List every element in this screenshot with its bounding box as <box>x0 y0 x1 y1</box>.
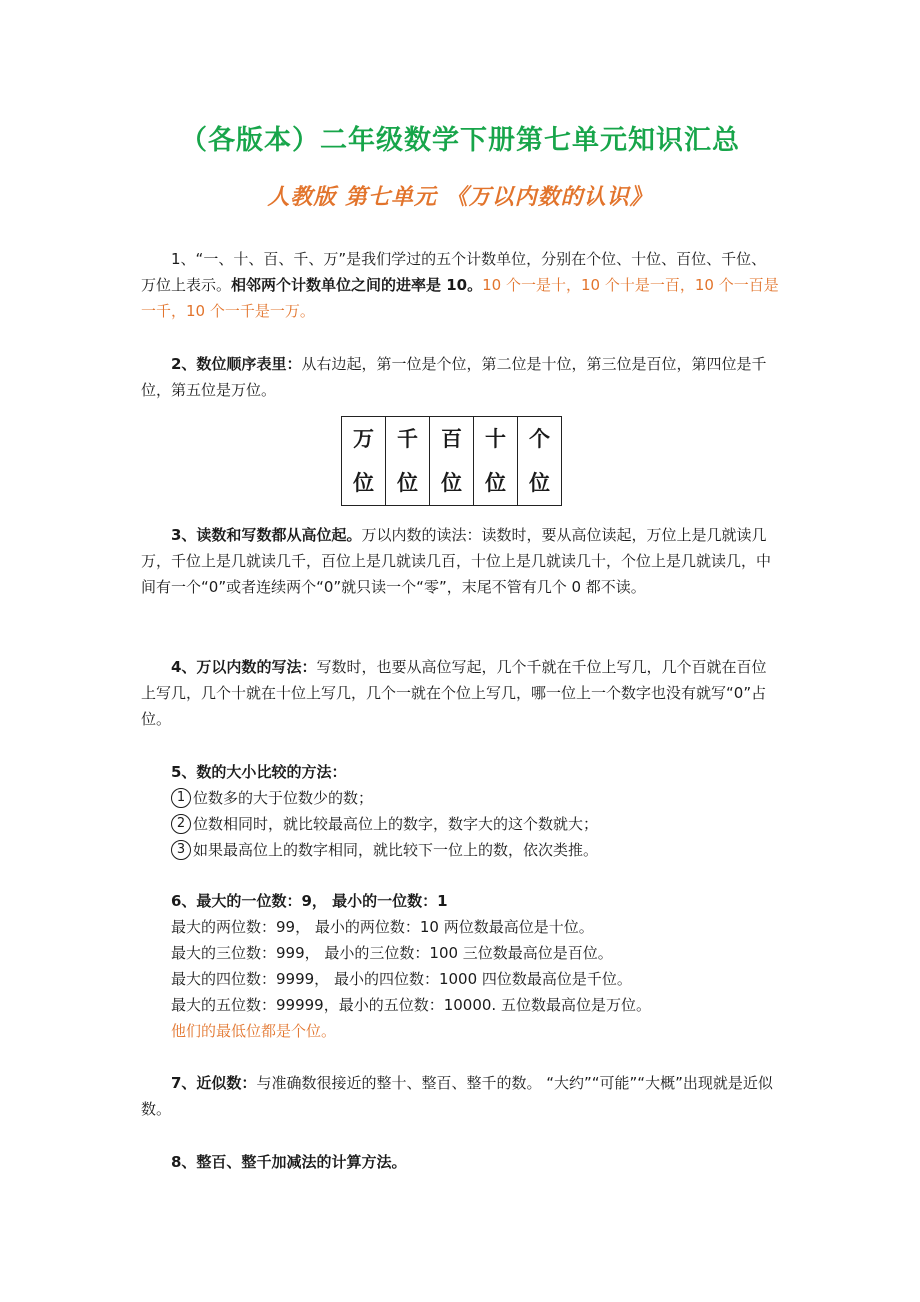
place-cell-bai: 百 位 <box>430 417 474 506</box>
section-4-text: 写数时，也要从高位写起，几个千就在千位上写几，几个百就在百位上写几，几个十就在十位上写几，几个一就在个位上写几，哪一位上一个数字也没有就写“0”占位。 <box>141 658 767 728</box>
section-2-heading: 2、数位顺序表里： <box>171 355 302 373</box>
section-5-heading: 5、数的大小比较的方法： <box>171 763 347 781</box>
place-value-table <box>341 416 562 506</box>
section-3 <box>141 522 781 600</box>
section-8-heading: 8、整百、整千加减法的计算方法。 <box>171 1153 407 1171</box>
section-7 <box>141 1070 781 1122</box>
section-1-orange: 10 个一是十，10 个十是一百，10 个一百是一千，10 个一千是一万。 <box>141 276 779 320</box>
section-2 <box>141 351 781 403</box>
section-3-text: 万以内数的读法：读数时，要从高位读起，万位上是几就读几万，千位上是几就读几千，百位上是几就读几百，十位上是几就读几十，个位上是几就读几，中间有一个“0”或者连续两个“0”就只读一个“零”，末尾不管有几个 0 都不读。 <box>141 526 772 596</box>
document-title: （各版本）二年级数学下册第七单元知识汇总 <box>180 125 740 156</box>
place-cell-qian: 千 位 <box>386 417 430 506</box>
digits-line-4: 最大的四位数：9999， 最小的四位数：1000 四位数最高位是千位。 <box>171 970 632 988</box>
document-subtitle: 人教版 第七单元 《万以内数的认识》 <box>267 184 653 210</box>
digits-line-3: 最大的三位数：999， 最小的三位数：100 三位数最高位是百位。 <box>171 944 613 962</box>
compare-rule-3: 3 如果最高位上的数字相同，就比较下一位上的数，依次类推。 <box>171 837 781 863</box>
section-5 <box>171 759 781 863</box>
section-4 <box>141 654 781 732</box>
place-cell-wan: 万 位 <box>342 417 386 506</box>
compare-rule-2: 2 位数相同时，就比较最高位上的数字，数字大的这个数就大； <box>171 811 781 837</box>
section-1 <box>141 246 781 324</box>
section-6-heading: 6、最大的一位数：9， 最小的一位数：1 <box>171 892 448 910</box>
section-1-bold: 相邻两个计数单位之间的进率是 10。 <box>231 276 483 294</box>
digits-line-5: 最大的五位数：99999，最小的五位数：10000. 五位数最高位是万位。 <box>171 996 651 1014</box>
place-cell-ge: 个 位 <box>518 417 562 506</box>
compare-rule-1: 1 位数多的大于位数少的数； <box>171 785 781 811</box>
section-7-heading: 7、近似数： <box>171 1074 257 1092</box>
section-8 <box>141 1149 781 1175</box>
section-3-heading: 3、读数和写数都从高位起。 <box>171 526 362 544</box>
section-6 <box>171 888 781 1044</box>
section-2-text: 从右边起，第一位是个位，第二位是十位，第三位是百位，第四位是千位，第五位是万位。 <box>141 355 767 399</box>
digits-line-2: 最大的两位数：99， 最小的两位数：10 两位数最高位是十位。 <box>171 918 594 936</box>
digits-note: 他们的最低位都是个位。 <box>171 1022 337 1040</box>
place-cell-shi: 十 位 <box>474 417 518 506</box>
section-7-text: 与准确数很接近的整十、整百、整千的数。 “大约”“可能”“大概”出现就是近似数。 <box>141 1074 773 1118</box>
section-1-text: 1、“一、十、百、千、万”是我们学过的五个计数单位，分别在个位、十位、百位、千位、万位上表示。 <box>141 250 767 294</box>
section-4-heading: 4、万以内数的写法： <box>171 658 317 676</box>
